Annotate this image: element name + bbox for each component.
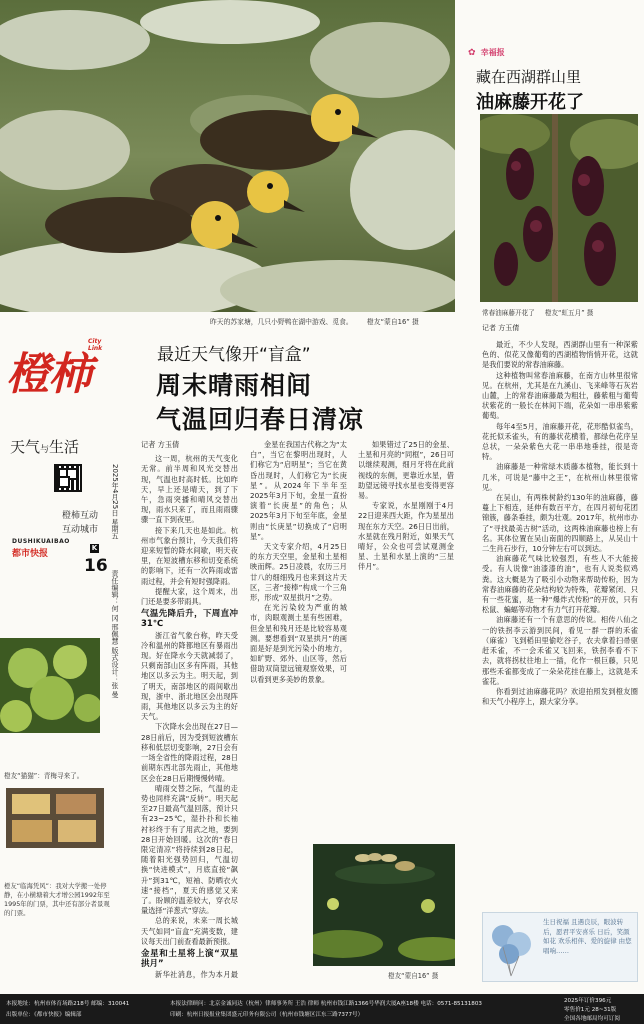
hero-caption: 昨天的苏家塘，几只小野鸭在湖中游戏、觅食。 (210, 318, 353, 326)
feature-byline: 记者 方玉倩 (482, 324, 520, 332)
footer-subscribe: 全国各地邮局均可订阅 (564, 1016, 620, 1022)
article-intro: 这一周，杭州的天气变化无常。前半周和风光交替出现，气温也时高时低。比如昨天，早上还是晴天，到了下午，急雨突播和晴风交替出现，雨水只来了，而且雨雨骤骤一直下到夜里。 (141, 454, 238, 525)
sec2-para-5: 如果错过了25日的金星、土星和月亮的“同框”，26日可以继续观测，细月牙将在此前视线的东侧，更靠近水星，借助望远镜寻找水星也变得更容易。 (358, 440, 454, 501)
article-col-3 (358, 440, 454, 840)
masthead-subtitle: 天气与生活 (10, 438, 80, 456)
qr-label: 橙柿互动 (62, 511, 99, 521)
brand-name: 都市快报 (12, 549, 49, 559)
footer-printer: 印刷：杭州日报报业集团盛元印务有限公司（杭州市钱塘区江东三路7377号） (170, 1012, 364, 1018)
birthday-ad (482, 912, 638, 982)
masthead (4, 332, 108, 632)
ticket-photo (6, 788, 104, 848)
hero-credit: 橙友“蒙自16” 摄 (366, 318, 419, 326)
brand-pinyin: DUSHIKUAIBAO (12, 538, 70, 545)
masthead-logo-small: City Link (88, 338, 103, 352)
wisteria-caption: 常春油麻藤开花了 (482, 309, 535, 317)
wisteria-caption-row (482, 307, 593, 317)
article-intro-2: 接下来几天也是如此。杭州市气象台预计，今天我们将迎来短暂的降水间歇，明天夜里，在短波槽东移和切变系统的影响下，还有一次阵雨或雷雨过程，并会有短时强降雨。 (141, 525, 238, 586)
editor-vertical: 责任编辑：何 冈 邢佩慧 版式设计：张 曼 (111, 570, 119, 698)
feature-title: 油麻藤开花了 (476, 92, 584, 113)
headline-title-1: 周末晴雨相间 (156, 371, 313, 400)
feature-para-5: 在吴山，有两株树龄约130年的油麻藤，藤蔓上下相连，延伸有数百平方，在四月初旬花团锦簇，藤条垂挂，颇为壮观。2017年，杭州市办了“寻找最美古树”活动，这两株油麻藤也榜上有名。其体位置在吴山南面的四顺路上，从吴山十二生肖石步行，10分钟左右可以到达。 (482, 493, 638, 554)
duck-photo-illustration (0, 0, 455, 312)
sec2-para-2: 金星在我国古代称之为“太白”，当它在黎明出现时，人们称它为“启明星”；当它在黄昏出现时，人们称它为“长庚星”。从2024年下半年至2025年3月下旬，金星一直扮演着“长庚星”的角色；从2025年3月下旬至年底，金星则由“长庚星”切换成了“启明星”。 (250, 440, 347, 541)
balloon-icon (487, 918, 537, 978)
page-number: 16 (84, 556, 108, 576)
footer-publisher: 出版单位：《都市快报》编辑部 (6, 1012, 82, 1018)
article-byline: 记者 方玉倩 (141, 440, 180, 449)
feature-para-6: 油麻藤花气味比较强烈，有些人不大能接受。有人说像“油漆漆的油”，也有人说类似鸡粪。这大概是为了吸引小动物来帮助传粉，因为常春油麻藤的花朵结构较为特殊，花瓣紧闭、只有一些花蜜，是一种“爆炸式传粉”的开放，只有松鼠、蝙蝠等动物才有力气打开花瓣。 (482, 554, 638, 615)
feature-para-1: 最近，不少人发现，西湖群山里有一种深紫色的、似花又像葡萄的西湖植物悄悄开花，这就是我们要说的常春油麻藤。 (482, 340, 638, 370)
footer-price: 2025年订价396元 (564, 998, 612, 1004)
qr-label-2: 互动城市 (62, 525, 99, 535)
article-col-1 (141, 440, 238, 980)
ducks-pond-credit: 橙友“蒙自16” 摄 (388, 972, 439, 980)
date-vertical: 2025年4月25日 星期五 (111, 464, 119, 540)
feature-para-8: 你看到过油麻藤花吗？欢迎拍照发到橙友圈和天气小程序上，跟大家分享。 (482, 686, 638, 707)
footer-retail: 零售价1元 28~31版 (564, 1007, 617, 1013)
plum-caption: 橙友“猫猫”：青梅寻来了。 (4, 772, 84, 780)
ducks-pond-photo (313, 844, 455, 966)
brand-logo-icon: K (91, 544, 98, 552)
footer (0, 994, 644, 1024)
wisteria-photo (480, 114, 638, 302)
feature-para-3: 每年4至5月，油麻藤开花，花形酷似雀鸟，花托似禾雀头，有的藤状花横着，都绿色花序呈总状，一朵朵紫色大花一串串地垂挂，很是奇特。 (482, 421, 638, 462)
sec1-para-3: 晴雨交替之际，气温的走势也同样充满“反转”。明天起至27日最高气温回落，预计只有23~25℃，湿扑扑和长袖衬衫终于有了用武之地，要到28日开始回暖。这次的“春日限定清凉”将持续到28日起，随着阳光强势回归，气温切换“快进模式”，月底直接“飙升”到31℃，短袖、防晒衣火速“接档”，夏天的感觉又来了。盼顾的温差较大，穿衣尽量选择“洋葱式”穿法。 (141, 783, 238, 916)
feature-body (482, 340, 638, 906)
hero-photo (0, 0, 455, 312)
footer-legal: 本报法律顾问：北京金诚同达（杭州）律师事务所 王浩 律师 杭州市钱江路1366号华润大厦A座18楼 电话：0571-85131803 (170, 1001, 482, 1007)
headline-kicker: 最近天气像开“盲盒” (157, 345, 311, 365)
section-heading-2: 金星和土星将上演“双星拱月” (141, 948, 238, 970)
flower-icon: ✿ (468, 48, 476, 58)
sec2-para-4: 在光污染较为严重的城市，肉眼观测土星有些困难，但金星和残月还是比较容易观测。要想看到“双星拱月”的画面是好是到光污染小的地方，如旷野、郊外、山区等，然后借助双筒望远镜观察效果，可以看到更多美妙的景象。 (250, 603, 347, 684)
qr-code[interactable] (54, 464, 82, 492)
sec1-para-4: 总的来说，未来一周长城天气如同“盲盒”充满变数，建议每天出门前查看最新预报。 (141, 916, 238, 946)
feature-para-4: 油麻藤是一种常绿木质藤本植物，能长到十几米，可说是“藤中之王”，在杭州山林里很常见。 (482, 462, 638, 492)
sec2-para-1: 新华社消息，作为本月最 (155, 970, 238, 980)
feature-para-7: 油麻藤还有一个有意思的传说。相传八仙之一的铁拐李云游到民间，看见一群一群的禾雀（麻雀）飞到稻田里偷吃谷子，农夫拿着扫帚驱赶禾雀，不一会禾雀又飞回来，铁拐李看不下去，就将拐杖往地上一插，化作一根巨藤，只见那些禾雀都变成了一朵朵花挂在藤上，这就是禾雀花。 (482, 615, 638, 686)
article-col-2 (250, 440, 347, 840)
plum-photo (0, 638, 100, 733)
sec2-para-3: 天文专家介绍，4月25日的东方天空里，金星和土星相映而辉。25日凌晨，农历三月廿八的细细残月也来到这片天区，三者“接棒”构成一个三角形，形成“双星拱月”之势。 (250, 542, 347, 603)
wisteria-credit: 橙友“虹五月” 摄 (544, 309, 594, 317)
section-heading-1: 气温先降后升，下周直冲31℃ (141, 609, 238, 630)
feature-kicker: 藏在西湖群山里 (476, 68, 582, 86)
feature-section-tag: ✿ 幸福报 (468, 48, 505, 58)
headline-title-2: 气温回归春日清凉 (156, 405, 365, 434)
sec1-para-2: 下次降水会出现在27日—28日前后，因为受到短波槽东移和低层切变影响，27日会有一场全省性的降雨过程，28日前期东西北部先雨止，其他地区会在28日后期慢慢转晴。 (141, 722, 238, 783)
footer-address: 本报地址：杭州市体育场路218号 邮编：310041 (6, 1001, 130, 1007)
masthead-logo: 橙柿 (6, 349, 90, 400)
sec2-para-6: 专家说，水星刚刚于4月22日迎来西大距，作为星星出现在东方天空。26日日出前，水星就在残月附近，如果天气晴好，公众也可尝试观测金星、土星和水星上演的“三星伴月”。 (358, 501, 454, 572)
hero-caption-row (210, 316, 460, 326)
birthday-ad-text: 生日祝福 且遇良辰，眼波转 后，愿君平安喜乐 日后，笑颜如花 欢乐相伴、爱的旋律 由您唱响…… (543, 918, 632, 955)
sec1-para-1: 浙江省气象台称，昨天受冷和温州的降都地区有暴雨出现。好在降水今天就减弱了，只剩南部山区多有阵雨，其他地区以多云为主。明天起，到了明天，南部地区的雨间歇出现，浙中、浙北地区会出现阵雨，其他地区以多云为主的好天气。 (141, 630, 238, 722)
ticket-caption: 橙友“临海凭风”：我对大学搬一处停静，在小横塘着大才增公园1992年至1995年的门票，其中还有部分者景观的门票。 (4, 882, 110, 917)
feature-para-2: 这种植物叫常春油麻藤，在南方山林里很常见。在杭州，尤其是在九溪山、飞来峰等石灰岩山麓，上的常春油麻藤最为粗壮，藤紫粗与葡萄状紫花的一般长在林间下端，花朵如一串串紫紫葡萄。 (482, 370, 638, 421)
article-intro-3: 提醒大家，这个周末，出门还是要多带雨具。 (141, 586, 238, 607)
